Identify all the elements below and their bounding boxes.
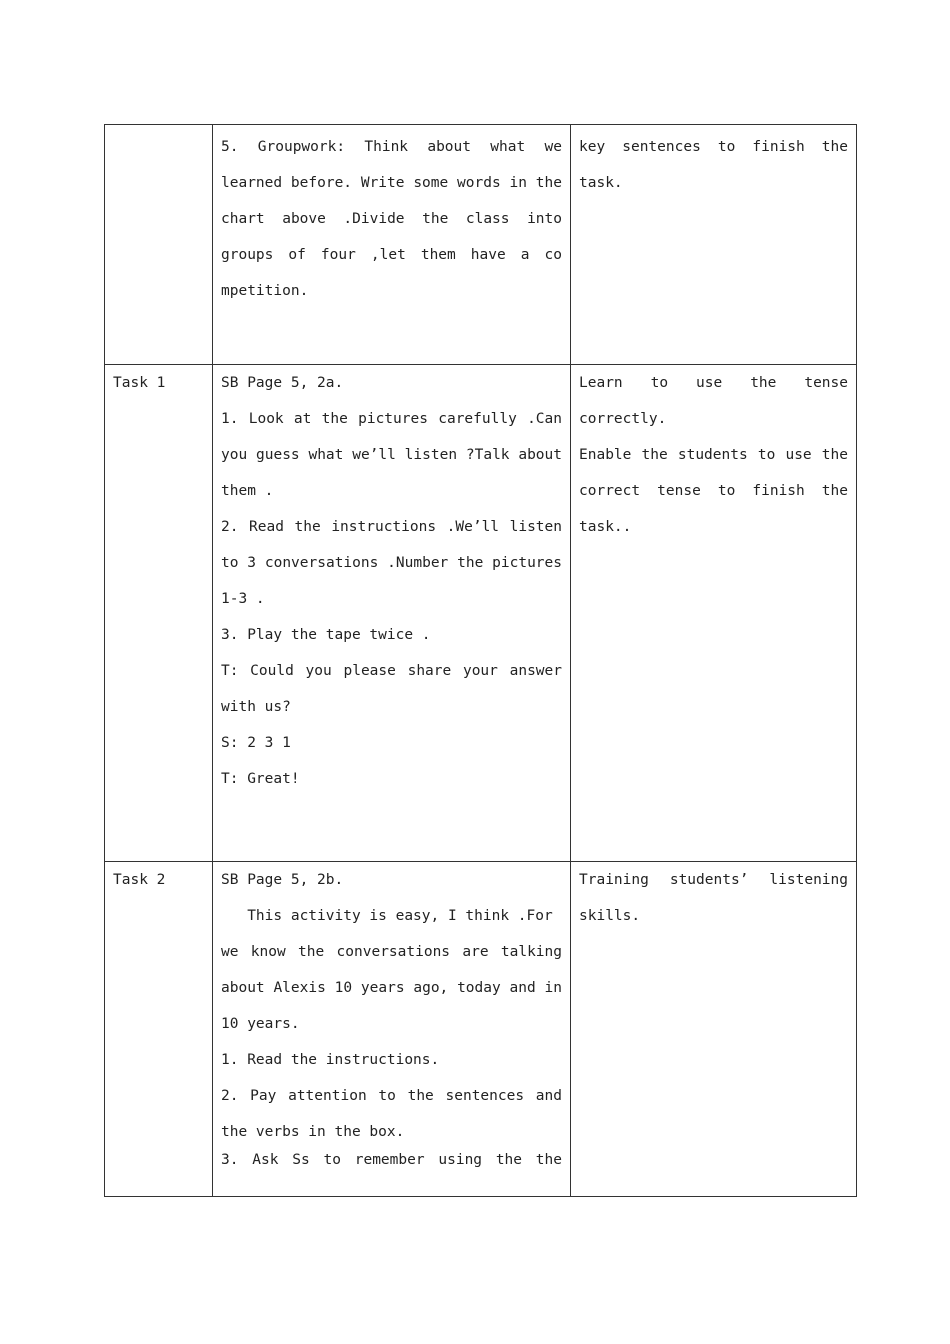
content-line: 2. Pay attention to the sentences and [221,1088,562,1104]
content-cell [213,862,571,1197]
content-cell [213,365,571,862]
content-line: T: Could you please share your answer [221,663,562,679]
content-line: them . [221,483,274,499]
content-line: This activity is easy, I think .For [221,908,553,924]
purpose-cell [571,365,857,862]
purpose-line: Training students’ listening [579,872,848,888]
lesson-plan-table [104,124,857,1197]
purpose-cell [571,862,857,1197]
content-line: we know the conversations are talking [221,944,562,960]
content-line: 1-3 . [221,591,265,607]
purpose-line: key sentences to finish the [579,139,848,155]
purpose-line: correctly. [579,411,667,427]
content-line: 1. Read the instructions. [221,1052,440,1068]
step-label-cell [105,862,213,1197]
content-line: 3. Ask Ss to remember using the the [221,1152,562,1168]
purpose-line: correct tense to finish the [579,483,848,499]
content-line: you guess what we’ll listen ?Talk about [221,447,562,463]
content-cell [213,125,571,365]
content-line: 5. Groupwork: Think about what we [221,139,562,155]
content-line: 10 years. [221,1016,300,1032]
content-line: to 3 conversations .Number the pictures [221,555,562,571]
content-line: with us? [221,699,291,715]
content-line: S: 2 3 1 [221,735,291,751]
content-line: the verbs in the box. [221,1124,405,1140]
purpose-cell [571,125,857,365]
content-line: groups of four ,let them have a co [221,247,562,263]
content-line: 1. Look at the pictures carefully .Can [221,411,562,427]
content-line: mpetition. [221,283,309,299]
purpose-line: Enable the students to use the [579,447,848,463]
step-label: Task 1 [113,375,166,391]
content-line: about Alexis 10 years ago, today and in [221,980,562,996]
content-line: learned before. Write some words in the [221,175,562,191]
purpose-line: task.. [579,519,632,535]
table-row [105,862,857,1197]
step-label: Task 2 [113,872,166,888]
table-row [105,125,857,365]
step-label-cell [105,125,213,365]
purpose-line: skills. [579,908,641,924]
purpose-line: task. [579,175,623,191]
content-line: SB Page 5, 2b. [221,872,344,888]
purpose-line: Learn to use the tense [579,375,848,391]
content-line: chart above .Divide the class into [221,211,562,227]
content-line: 3. Play the tape twice . [221,627,431,643]
content-line: SB Page 5, 2a. [221,375,344,391]
content-line: T: Great! [221,771,300,787]
table-row [105,365,857,862]
content-line: 2. Read the instructions .We’ll listen [221,519,562,535]
step-label-cell [105,365,213,862]
